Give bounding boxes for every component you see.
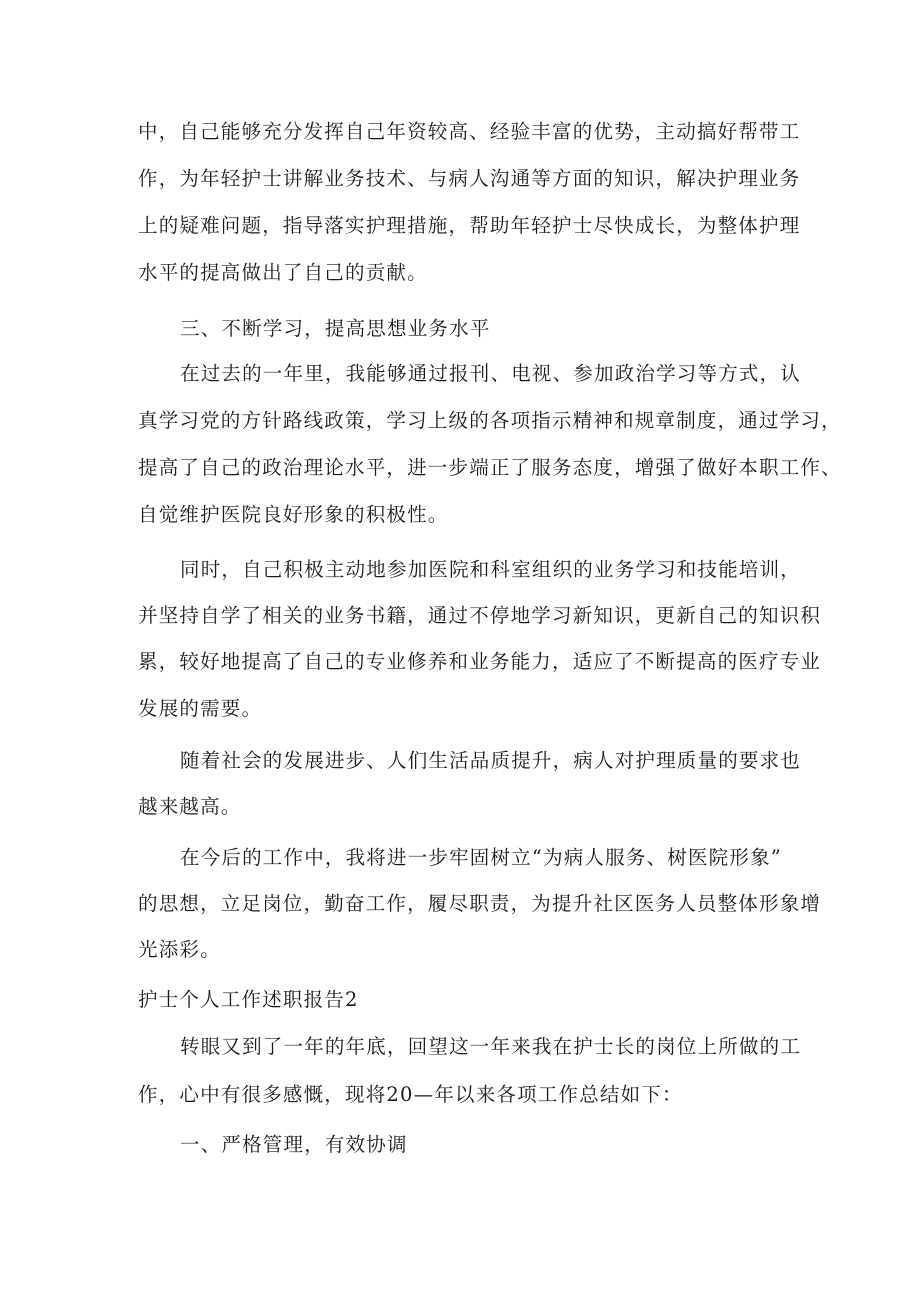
section-heading: 一、严格管理，有效协调 xyxy=(180,1133,408,1156)
paragraph-line: 水平的提高做出了自己的贡献。 xyxy=(138,261,428,284)
paragraph-line: 累，较好地提高了自己的专业修养和业务能力，适应了不断提高的医疗专业 xyxy=(138,650,822,673)
section-heading: 三、不断学习，提高思想业务水平 xyxy=(180,317,491,340)
paragraph-line: 光添彩。 xyxy=(138,938,221,961)
paragraph-line: 真学习党的方针路线政策，学习上级的各项指示精神和规章制度，通过学习， xyxy=(138,409,842,432)
paragraph-line: 提高了自己的政治理论水平，进一步端正了服务态度，增强了做好本职工作、 xyxy=(138,456,842,479)
paragraph-line: 中，自己能够充分发挥自己年资较高、经验丰富的优势，主动搞好帮带工 xyxy=(138,120,801,143)
paragraph-line: 作，为年轻护士讲解业务技术、与病人沟通等方面的知识，解决护理业务 xyxy=(138,167,801,190)
paragraph-line: 越来越高。 xyxy=(138,795,242,818)
paragraph-line: 同时，自己积极主动地参加医院和科室组织的业务学习和技能培训， xyxy=(180,558,802,581)
paragraph-line: 在过去的一年里，我能够通过报刊、电视、参加政治学习等方式，认 xyxy=(180,362,802,385)
paragraph-line: 的思想，立足岗位，勤奋工作，履尽职责，为提升社区医务人员整体形象增 xyxy=(138,892,822,915)
paragraph-line: 并坚持自学了相关的业务书籍，通过不停地学习新知识，更新自己的知识积 xyxy=(138,604,822,627)
paragraph-line: 自觉维护医院良好形象的积极性。 xyxy=(138,503,449,526)
paragraph-line: 在今后的工作中，我将进一步牢固树立“为病人服务、树医院形象” xyxy=(180,846,782,869)
paragraph-line: 上的疑难问题，指导落实护理措施，帮助年轻护士尽快成长，为整体护理 xyxy=(138,214,801,237)
paragraph-line: 发展的需要。 xyxy=(138,697,263,720)
paragraph-line: 作，心中有很多感慨，现将20—年以来各项工作总结如下： xyxy=(138,1083,683,1106)
report-title: 护士个人工作述职报告2 xyxy=(138,988,359,1011)
paragraph-line: 随着社会的发展进步、人们生活品质提升，病人对护理质量的要求也 xyxy=(180,749,802,772)
paragraph-line: 转眼又到了一年的年底，回望这一年来我在护士长的岗位上所做的工 xyxy=(180,1035,802,1058)
